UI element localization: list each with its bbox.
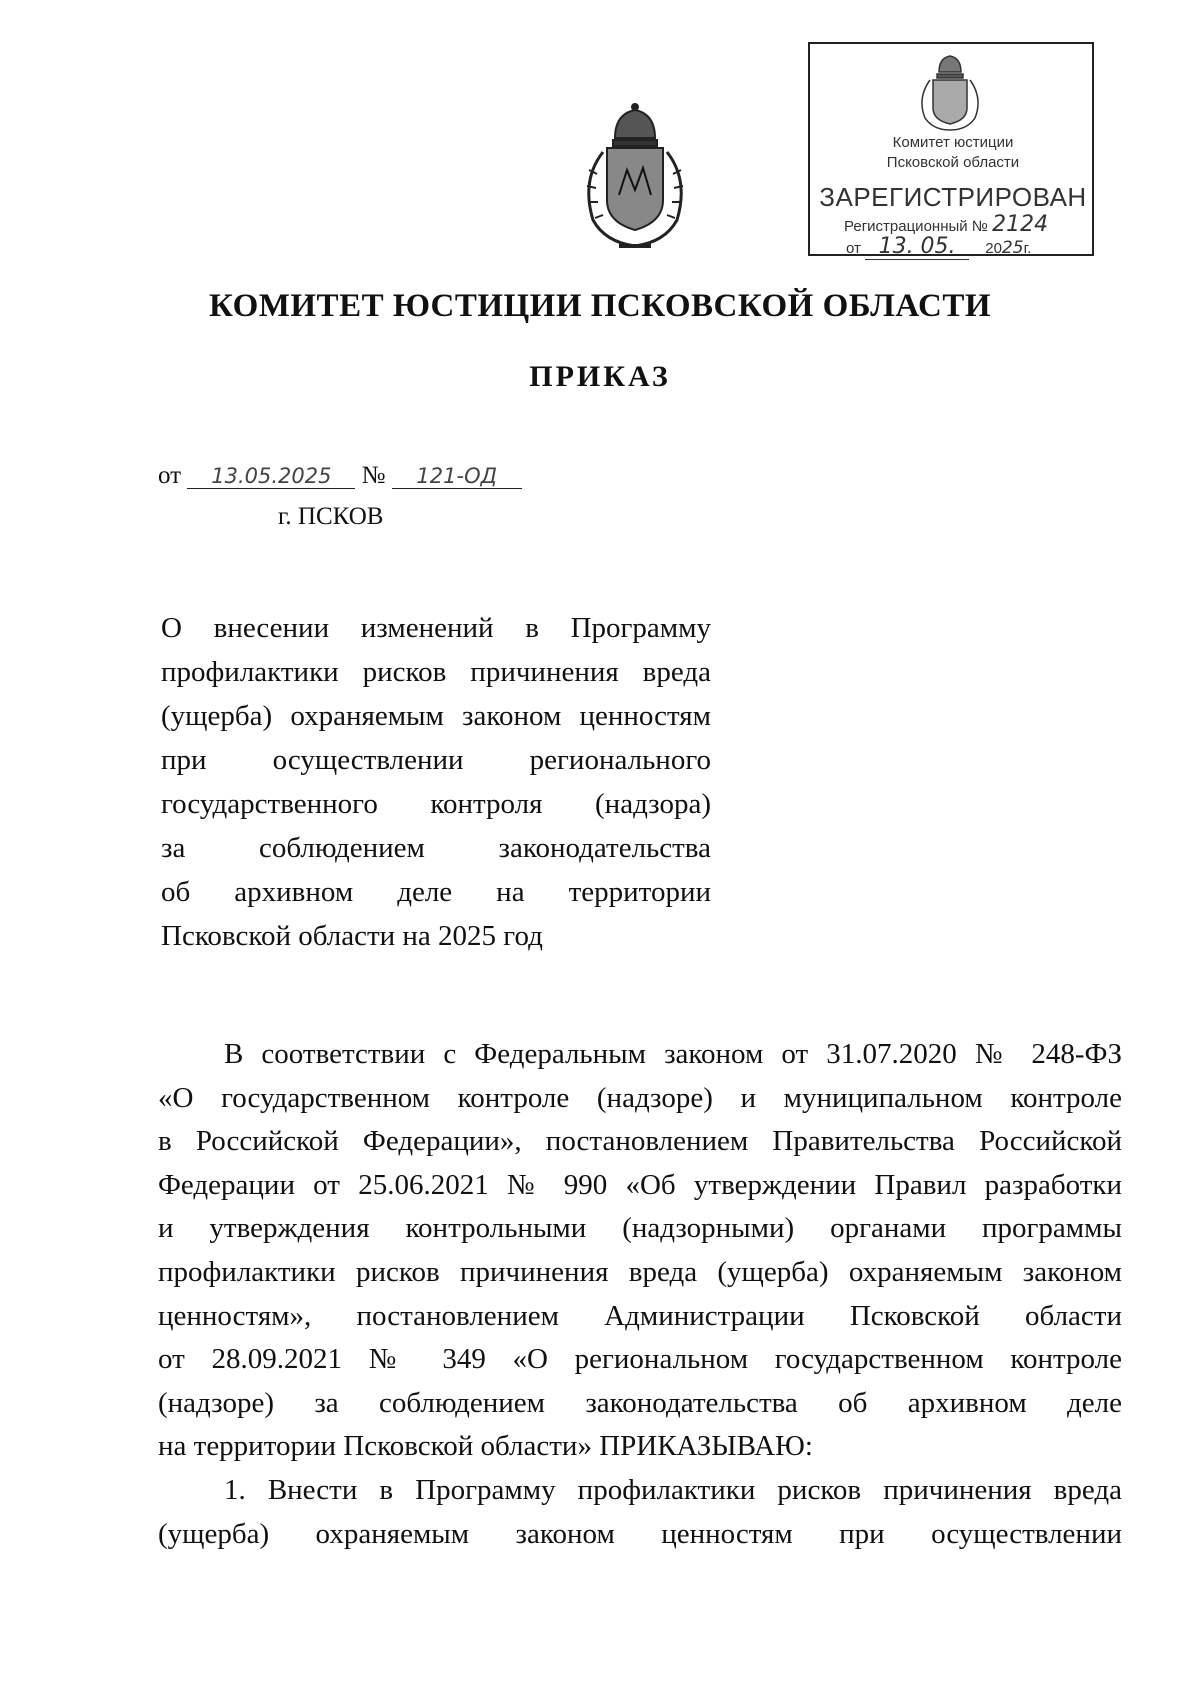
- subject-line: об архивном деле на территории: [161, 876, 711, 908]
- subject-line: Псковской области на 2025 год: [161, 920, 543, 952]
- order-date-line: [158, 462, 522, 490]
- stamp-year-prefix: 20: [985, 240, 1002, 257]
- order-date: 13.05.2025: [187, 464, 355, 489]
- body-line: (надзоре) за соблюдением законодательства об архивном деле: [158, 1386, 1122, 1419]
- subject-line: (ущерба) охраняемым законом ценностям: [161, 700, 711, 732]
- order-subject: [161, 606, 711, 958]
- coat-of-arms-icon: [575, 100, 695, 255]
- registration-stamp: [808, 42, 1094, 259]
- stamp-coat-of-arms-icon: [915, 52, 985, 134]
- order-city: г. ПСКОВ: [278, 503, 384, 530]
- stamp-reg-number: 2124: [992, 212, 1049, 237]
- document-title: КОМИТЕТ ЮСТИЦИИ ПСКОВСКОЙ ОБЛАСТИ: [208, 288, 992, 324]
- order-date-prefix: от: [158, 462, 182, 489]
- stamp-date-prefix: от: [846, 240, 861, 257]
- order-number: 121-ОД: [392, 464, 522, 489]
- body-line: ценностям», постановлением Администрации Псковской области: [158, 1299, 1122, 1332]
- body-line: в Российской Федерации», постановлением Правительства Российской: [158, 1125, 1122, 1158]
- body-line: от 28.09.2021 № 349 «О региональном государственном контроле: [158, 1343, 1122, 1376]
- order-body: [158, 1033, 1122, 1556]
- body-line: 1. Внести в Программу профилактики рисков причинения вреда: [224, 1473, 1122, 1506]
- stamp-reg-label: Регистрационный №: [844, 218, 988, 235]
- body-line: профилактики рисков причинения вреда (ущерба) охраняемым законом: [158, 1255, 1122, 1288]
- subject-line: при осуществлении регионального: [161, 744, 711, 776]
- subject-line: профилактики рисков причинения вреда: [161, 656, 711, 688]
- body-line: Федерации от 25.06.2021 № 990 «Об утверждении Правил разработки: [158, 1168, 1122, 1201]
- stamp-year-suffix: 25: [1001, 238, 1024, 258]
- body-line: на территории Псковской области» ПРИКАЗЫВАЮ:: [158, 1430, 813, 1463]
- subject-line: за соблюдением законодательства: [161, 832, 711, 864]
- body-line: В соответствии с Федеральным законом от 31.07.2020 № 248-ФЗ: [224, 1038, 1122, 1070]
- subject-line: государственного контроля (надзора): [161, 788, 711, 820]
- stamp-date-value: 13. 05.: [865, 234, 969, 260]
- body-line: «О государственном контроле (надзоре) и муниципальном контроле: [158, 1081, 1122, 1114]
- body-line: (ущерба) охраняемым законом ценностям при осуществлении: [158, 1517, 1122, 1550]
- stamp-status: ЗАРЕГИСТРИРОВАН: [819, 182, 1087, 212]
- body-line: и утверждения контрольными (надзорными) органами программы: [158, 1212, 1122, 1245]
- stamp-date-row: [846, 234, 1031, 260]
- subject-line: О внесении изменений в Программу: [161, 612, 711, 644]
- stamp-year-unit: г.: [1023, 240, 1032, 257]
- document-type: ПРИКАЗ: [529, 360, 671, 393]
- stamp-organization-line1: Комитет юстиции: [892, 134, 1014, 151]
- order-number-prefix: №: [361, 462, 386, 489]
- stamp-organization-line2: Псковской области: [886, 154, 1020, 171]
